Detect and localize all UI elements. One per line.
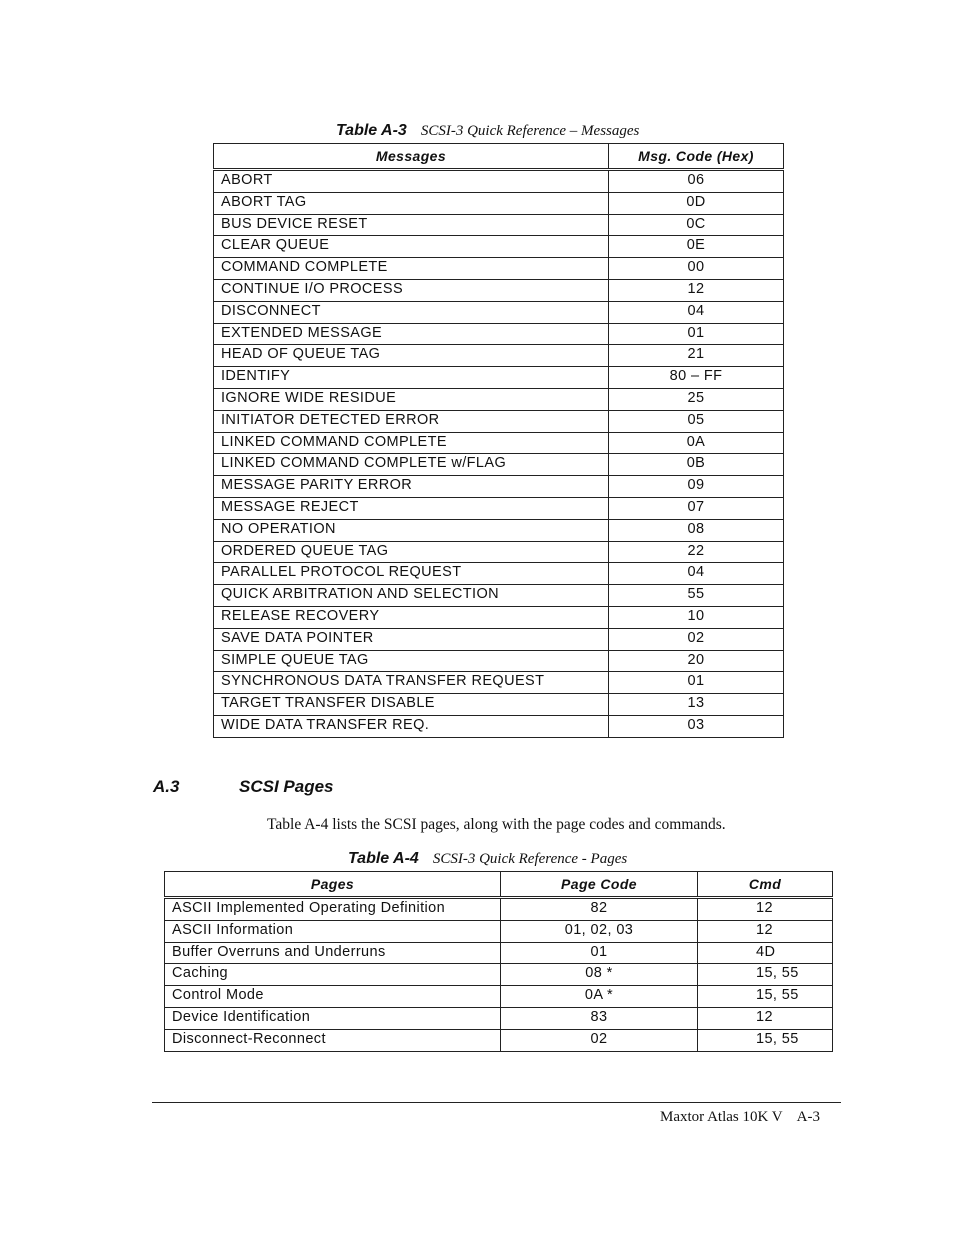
table-cell: Disconnect-Reconnect: [165, 1029, 501, 1051]
table-cell: 15, 55: [698, 986, 833, 1008]
table-cell: 0A: [609, 432, 784, 454]
table-cell: 07: [609, 497, 784, 519]
table-row: [214, 367, 784, 389]
table-cell: SYNCHRONOUS DATA TRANSFER REQUEST: [214, 672, 609, 694]
table-cell: 08 *: [501, 964, 698, 986]
table-row: [214, 585, 784, 607]
column-header-msg-code: Msg. Code (Hex): [609, 144, 784, 170]
table-cell: 15, 55: [698, 964, 833, 986]
table-cell: ABORT TAG: [214, 192, 609, 214]
table-cell: IGNORE WIDE RESIDUE: [214, 388, 609, 410]
table-cell: 80 – FF: [609, 367, 784, 389]
table-row: [214, 672, 784, 694]
table-cell: 0C: [609, 214, 784, 236]
pages-table-body: [165, 898, 833, 1052]
table-cell: 12: [609, 279, 784, 301]
table-header-row: [214, 144, 784, 170]
table-row: [214, 541, 784, 563]
table-cell: 04: [609, 301, 784, 323]
table-row: [214, 563, 784, 585]
table-row: [214, 192, 784, 214]
table-cell: Control Mode: [165, 986, 501, 1008]
table-row: [214, 432, 784, 454]
table-cell: 0E: [609, 236, 784, 258]
table-cell: LINKED COMMAND COMPLETE w/FLAG: [214, 454, 609, 476]
table-cell: MESSAGE REJECT: [214, 497, 609, 519]
table-row: [214, 388, 784, 410]
table-cell: 02: [501, 1029, 698, 1051]
table-cell: 00: [609, 258, 784, 280]
table-cell: ABORT: [214, 170, 609, 193]
table-a4-caption: [348, 850, 627, 868]
table-cell: INITIATOR DETECTED ERROR: [214, 410, 609, 432]
pages-table: [164, 871, 833, 1052]
table-cell: PARALLEL PROTOCOL REQUEST: [214, 563, 609, 585]
messages-table-body: [214, 170, 784, 738]
footer-product-name: Maxtor Atlas 10K V: [660, 1109, 783, 1125]
table-cell: 55: [609, 585, 784, 607]
table-cell: 05: [609, 410, 784, 432]
table-row: [165, 986, 833, 1008]
footer-divider: [152, 1102, 841, 1103]
table-row: [214, 345, 784, 367]
table-a4-title: SCSI-3 Quick Reference - Pages: [432, 851, 628, 867]
table-cell: ASCII Information: [165, 920, 501, 942]
column-header-pages: Pages: [165, 872, 501, 898]
table-row: [214, 454, 784, 476]
table-cell: 01, 02, 03: [501, 920, 698, 942]
table-row: [214, 258, 784, 280]
table-row: [165, 942, 833, 964]
table-cell: 20: [609, 650, 784, 672]
table-a4-label: Table A-4: [348, 850, 419, 867]
table-row: [214, 236, 784, 258]
table-row: [214, 694, 784, 716]
table-row: [165, 898, 833, 921]
table-cell: 4D: [698, 942, 833, 964]
table-cell: 10: [609, 606, 784, 628]
table-cell: 08: [609, 519, 784, 541]
page-footer: [660, 1109, 820, 1126]
table-cell: 0A *: [501, 986, 698, 1008]
table-row: [214, 519, 784, 541]
table-cell: Caching: [165, 964, 501, 986]
table-cell: 01: [501, 942, 698, 964]
table-cell: RELEASE RECOVERY: [214, 606, 609, 628]
table-cell: ORDERED QUEUE TAG: [214, 541, 609, 563]
table-row: [214, 628, 784, 650]
messages-table: [213, 143, 784, 738]
table-cell: DISCONNECT: [214, 301, 609, 323]
table-row: [214, 650, 784, 672]
table-cell: 82: [501, 898, 698, 921]
table-cell: 06: [609, 170, 784, 193]
table-cell: 12: [698, 898, 833, 921]
table-row: [165, 1029, 833, 1051]
table-row: [214, 715, 784, 737]
table-cell: BUS DEVICE RESET: [214, 214, 609, 236]
table-cell: HEAD OF QUEUE TAG: [214, 345, 609, 367]
footer-page-number: A-3: [796, 1109, 820, 1125]
table-a3-title: SCSI-3 Quick Reference – Messages: [420, 123, 640, 139]
table-row: [165, 964, 833, 986]
section-title: SCSI Pages: [239, 777, 334, 796]
table-row: [165, 920, 833, 942]
table-cell: CLEAR QUEUE: [214, 236, 609, 258]
table-cell: 03: [609, 715, 784, 737]
table-row: [214, 323, 784, 345]
table-cell: 22: [609, 541, 784, 563]
table-cell: IDENTIFY: [214, 367, 609, 389]
intro-paragraph: Table A-4 lists the SCSI pages, along with the page codes and commands.: [267, 816, 726, 833]
table-cell: ASCII Implemented Operating Definition: [165, 898, 501, 921]
table-a3-label: Table A-3: [336, 122, 407, 139]
table-cell: 01: [609, 323, 784, 345]
table-row: [214, 214, 784, 236]
table-row: [214, 476, 784, 498]
table-cell: CONTINUE I/O PROCESS: [214, 279, 609, 301]
column-header-page-code: Page Code: [501, 872, 698, 898]
table-cell: 13: [609, 694, 784, 716]
table-cell: 0D: [609, 192, 784, 214]
table-cell: 21: [609, 345, 784, 367]
table-cell: 12: [698, 1007, 833, 1029]
table-cell: TARGET TRANSFER DISABLE: [214, 694, 609, 716]
table-cell: QUICK ARBITRATION AND SELECTION: [214, 585, 609, 607]
table-row: [214, 497, 784, 519]
table-cell: Buffer Overruns and Underruns: [165, 942, 501, 964]
table-cell: EXTENDED MESSAGE: [214, 323, 609, 345]
table-cell: 04: [609, 563, 784, 585]
column-header-messages: Messages: [214, 144, 609, 170]
table-row: [214, 301, 784, 323]
table-cell: 25: [609, 388, 784, 410]
table-cell: LINKED COMMAND COMPLETE: [214, 432, 609, 454]
table-cell: NO OPERATION: [214, 519, 609, 541]
table-row: [214, 606, 784, 628]
table-cell: 83: [501, 1007, 698, 1029]
section-heading: [153, 777, 334, 797]
section-number: A.3: [153, 777, 180, 796]
table-row: [214, 170, 784, 193]
table-row: [165, 1007, 833, 1029]
table-cell: Device Identification: [165, 1007, 501, 1029]
table-header-row: [165, 872, 833, 898]
table-row: [214, 410, 784, 432]
table-cell: 15, 55: [698, 1029, 833, 1051]
table-a3-caption: [336, 122, 639, 140]
table-cell: MESSAGE PARITY ERROR: [214, 476, 609, 498]
column-header-cmd: Cmd: [698, 872, 833, 898]
table-cell: 02: [609, 628, 784, 650]
table-cell: SIMPLE QUEUE TAG: [214, 650, 609, 672]
table-cell: 09: [609, 476, 784, 498]
table-cell: COMMAND COMPLETE: [214, 258, 609, 280]
table-cell: 01: [609, 672, 784, 694]
table-row: [214, 279, 784, 301]
table-cell: 12: [698, 920, 833, 942]
table-cell: 0B: [609, 454, 784, 476]
table-cell: SAVE DATA POINTER: [214, 628, 609, 650]
table-cell: WIDE DATA TRANSFER REQ.: [214, 715, 609, 737]
